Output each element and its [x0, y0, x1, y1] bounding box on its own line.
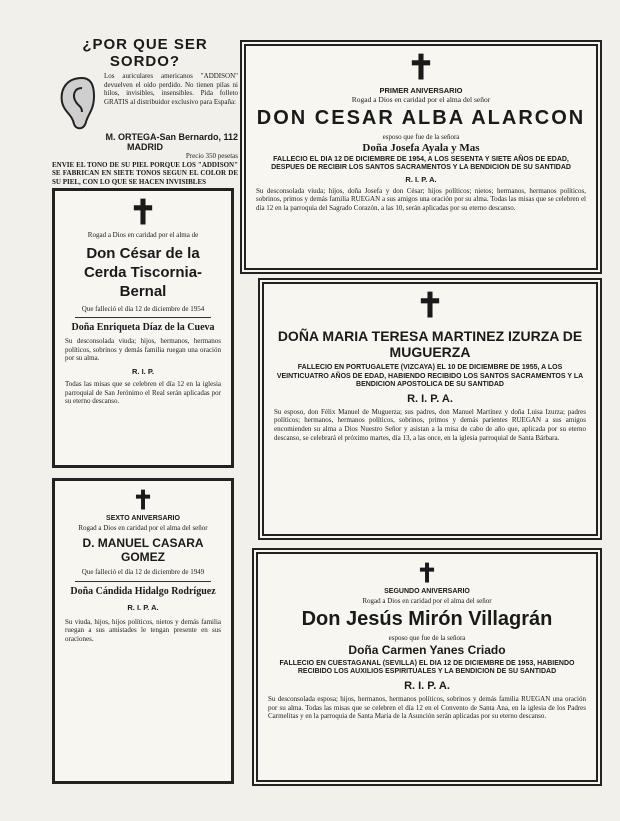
cross-icon: ✝ [406, 50, 436, 87]
cross-icon: ✝ [128, 195, 158, 232]
rip-text: R. I. P. A. [405, 174, 437, 184]
prayer-line: Rogad a Dios en caridad por el alma del señor [362, 596, 492, 605]
obituary-cesar-alba [240, 40, 602, 274]
spouse-name: Doña Josefa Ayala y Mas [362, 141, 480, 154]
anniversary-heading: PRIMER ANIVERSARIO [379, 86, 463, 95]
death-date: Que falleció el día 12 de diciembre de 1949 [81, 568, 205, 577]
death-details: FALLECIO EN PORTUGALETE (VIZCAYA) EL 10 DE DICIEMBRE DE 1955, A LOS VEINTICUATRO AÑOS DE EDAD, HABIENDO RECIBIDO LOS SANTOS SACRAMENTOS Y LA BENDICION APOSTOLICA DE SU SANTIDAD [276, 364, 584, 389]
hearing-aid-ad [52, 36, 238, 186]
notice-body: Su desconsolada esposa; hijos, hermanos, hermanos políticos, sobrinos y demás familia RUEGAN una oración por su alma. Todas las misas que se celebren el día 12 en el Convento de Santa Ana, en la iglesia de los Padres Carmelitas y en la parroquia de Santa María de la Asunción serán aplicadas por su eterno descanso. [268, 694, 586, 721]
rip-text: R. I. P. A. [127, 602, 159, 612]
cross-icon: ✝ [416, 559, 438, 588]
prayer-line: Rogad a Dios en caridad por el alma del señor [78, 523, 208, 532]
obituary-cesar-cerda [52, 188, 234, 468]
divider [75, 581, 211, 582]
ear-icon [52, 72, 100, 132]
anniversary-heading: SEXTO ANIVERSARIO [106, 515, 180, 522]
notice-body: Su viuda, hijos, hijos políticos, nietos y demás familia ruegan a sus amistades le tengan presente en sus oraciones. [65, 617, 221, 643]
rip-text: R. I. P. A. [404, 679, 450, 692]
ad-body-top: Los auriculares americanos "ADDISON" devuelven el oído perdido. No tienen pilas ni hilos, invisibles, insensibles. Pida folleto GRATIS al distribuidor exclusivo para España: [104, 72, 238, 106]
ad-body-bottom: ENVIE EL TONO DE SU PIEL PORQUE LOS "ADDISON" SE FABRICAN EN SIETE TONOS SEGUN EL COLOR DE SU PIEL, CON LO QUE SE HACEN INVISIBLES [52, 160, 238, 186]
ad-city: MADRID [127, 142, 163, 152]
ad-price: Precio 350 pesetas [185, 152, 238, 160]
spouse-name: Doña Enriqueta Díaz de la Cueva [71, 322, 215, 334]
rip-text: R. I. P. A. [407, 392, 453, 405]
cross-icon: ✝ [415, 288, 445, 325]
notice-body: Su desconsolada viuda; hijos, doña Josefa y don César; hijos políticos; nietos; hermanos, hermanos políticos, sobrinos, primos y demás familia RUEGAN a sus amigos una oración por su alma. Todas las misas que se celebren el día 12 en la parroquia del Sagrado Corazón, a las 10, serán aplicadas por su eterno descanso. [256, 186, 586, 212]
spouse-intro: esposo que fue de la señora [388, 634, 466, 643]
divider [75, 317, 211, 318]
death-details: FALLECIO EN CUESTAGANAL (SEVILLA) EL DIA 12 DE DICIEMBRE DE 1953, HABIENDO RECIBIDO LOS AUXILIOS ESPIRITUALES Y LA BENDICION DE SU SANTIDAD [279, 659, 575, 676]
deceased-name: DON CESAR ALBA ALARCON [256, 107, 586, 129]
notice-body: Su esposo, don Félix Manuel de Muguerza; sus padres, don Manuel Martínez y doña Luisa Izurza; padres políticos; hermanos, hermanos políticos, sobrinos, primos y demás parientes RUEGAN a sus amigos encomienden su alma a Dios Nuestro Señor y asistan a la misa de cabo de año que, aplicada por su eterno descanso, se celebrará el próximo martes, día 13, a las once, en la iglesia parroquial de Santa Bárbara. [274, 407, 586, 442]
anniversary-heading: SEGUNDO ANIVERSARIO [384, 588, 470, 595]
cross-icon: ✝ [132, 486, 154, 515]
obituary-manuel-casara [52, 478, 234, 784]
rip-text: R. I. P. [132, 366, 154, 376]
deceased-name: D. MANUEL CASARA GOMEZ [82, 536, 204, 565]
spouse-name: Doña Cándida Hidalgo Rodríguez [70, 585, 216, 597]
deceased-name: Don Jesús Mirón Villagrán [301, 608, 553, 631]
notice-body: Su desconsolada viuda; hijos, hermanos, hermanos políticos, sobrinos y demás familia ruegan una oración por su alma. [65, 337, 221, 363]
obituary-jesus-miron [252, 548, 602, 786]
deceased-name: Don César de la Cerda Tiscornia-Bernal [83, 244, 203, 300]
prayer-line: Rogad a Dios en caridad por el alma de [87, 231, 199, 239]
prayer-line: Rogad a Dios en caridad por el alma del señor [351, 95, 491, 104]
notice-footer: Todas las misas que se celebren el día 12 en la iglesia parroquial de San Jerónimo el Real serán aplicadas por su eterno descanso. [65, 379, 221, 406]
ad-title: ¿POR QUE SER SORDO? [82, 36, 208, 70]
obituary-maria-teresa [258, 278, 602, 540]
spouse-name: Doña Carmen Yanes Criado [348, 642, 506, 657]
spouse-intro: esposo que fue de la señora [382, 133, 460, 141]
deceased-name: DOÑA MARIA TERESA MARTINEZ IZURZA DE MUGUERZA [277, 328, 583, 360]
death-date: Que falleció el día 12 de diciembre de 1954 [81, 304, 205, 313]
ad-address: M. ORTEGA-San Bernardo, 112 [105, 132, 238, 142]
death-details: FALLECIO EL DIA 12 DE DICIEMBRE DE 1954, A LOS SESENTA Y SIETE AÑOS DE EDAD, DESPUES DE RECIBIR LOS SANTOS SACRAMENTOS Y LA BENDICION DE SU SANTIDAD [271, 155, 571, 172]
